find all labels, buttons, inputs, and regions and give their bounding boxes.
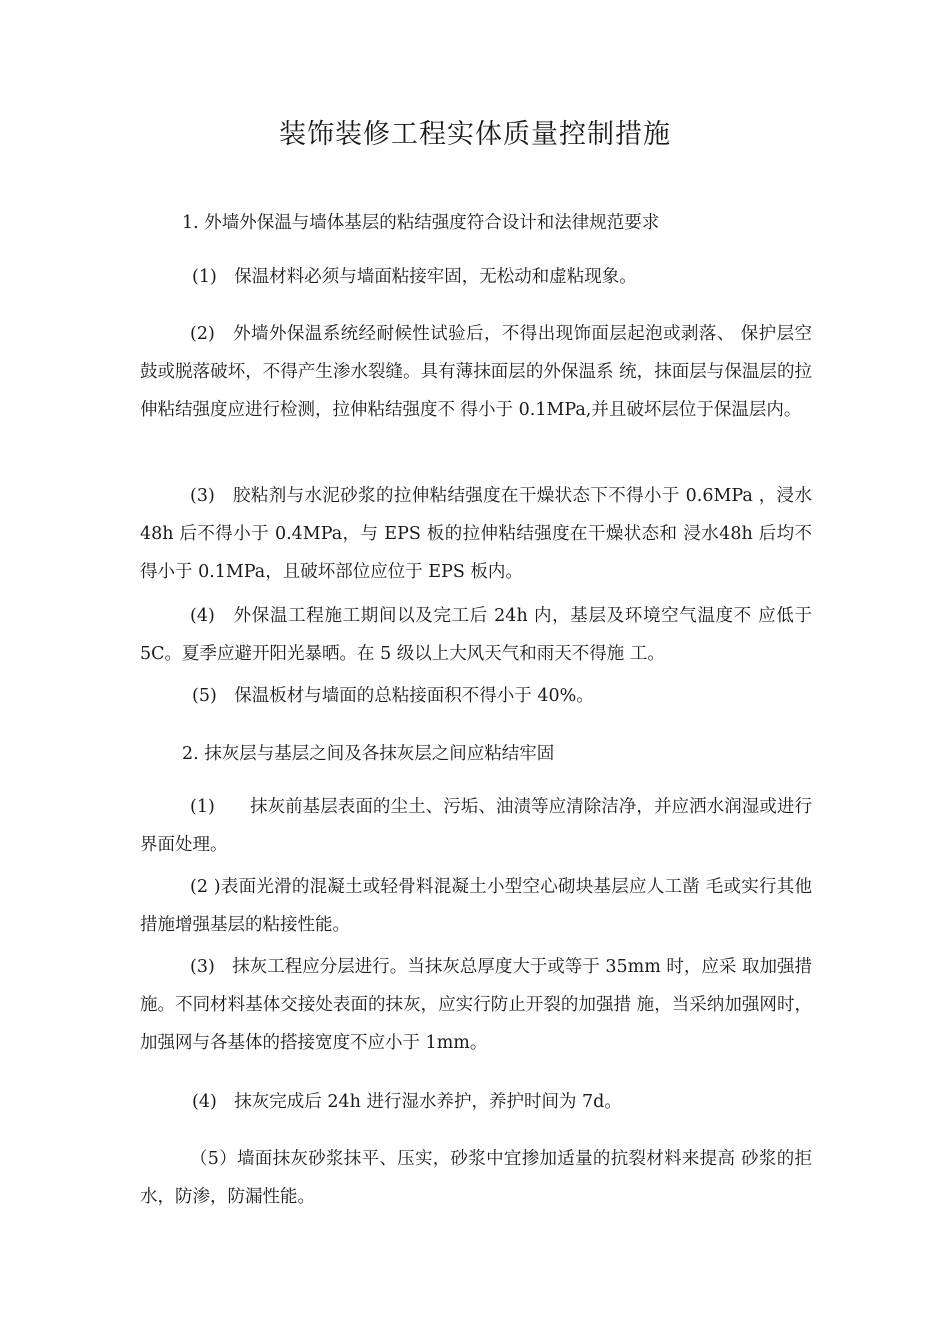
section-2-item-3: (3) 抹灰工程应分层进行。当抹灰总厚度大于或等于 35mm 时，应采 取加强措施。不同材料基体交接处表面的抹灰，应实行防止开裂的加强措 施，当采纳加强网时，加强网与各基体的搭接宽度不应小于 1mm。: [140, 957, 812, 1053]
document-title: 装饰装修工程实体质量控制措施: [279, 119, 671, 150]
section-1-item-1: (1) 保温材料必须与墙面粘接牢固，无松动和虚粘现象。: [192, 267, 637, 287]
section-1-item-5: (5) 保温板材与墙面的总粘接面积不得小于 40%。: [192, 686, 594, 706]
section-2-heading: 2. 抹灰层与基层之间及各抹灰层之间应粘结牢固: [182, 744, 555, 764]
section-1-item-4: (4) 外保温工程施工期间以及完工后 24h 内，基层及环境空气温度不 应低于 5C。夏季应避开阳光暴晒。在 5 级以上大风天气和雨天不得施 工。: [140, 606, 812, 664]
section-2-item-1: (1) 抹灰前基层表面的尘土、污垢、油渍等应清除洁净，并应洒水润湿或进行界面处理。: [140, 797, 812, 855]
section-1-item-2: (2) 外墙外保温系统经耐候性试验后，不得出现饰面层起泡或剥落、 保护层空鼓或脱落破坏，不得产生渗水裂缝。具有薄抹面层的外保温系 统，抹面层与保温层的拉伸粘结强度应进行检测，拉伸粘结强度不 得小于 0.1MPa,并且破坏层位于保温层内。: [140, 324, 812, 420]
section-1-item-3: (3) 胶粘剂与水泥砂浆的拉伸粘结强度在干燥状态下不得小于 0.6MPa ，浸水 48h 后不得小于 0.4MPa，与 EPS 板的拉伸粘结强度在干燥状态和 浸水48h 后均不得小于 0.1MPa，且破坏部位应位于 EPS 板内。: [140, 486, 812, 582]
section-2-item-2: (2 )表面光滑的混凝土或轻骨料混凝土小型空心砌块基层应人工凿 毛或实行其他措施增强基层的粘接性能。: [140, 877, 812, 935]
section-2-item-4: (4) 抹灰完成后 24h 进行湿水养护，养护时间为 7d。: [192, 1092, 622, 1112]
section-2-item-5: （5）墙面抹灰砂浆抹平、压实，砂浆中宜掺加适量的抗裂材料来提高 砂浆的拒水，防渗，防漏性能。: [140, 1149, 812, 1207]
section-1-heading: 1. 外墙外保温与墙体基层的粘结强度符合设计和法律规范要求: [182, 213, 660, 233]
